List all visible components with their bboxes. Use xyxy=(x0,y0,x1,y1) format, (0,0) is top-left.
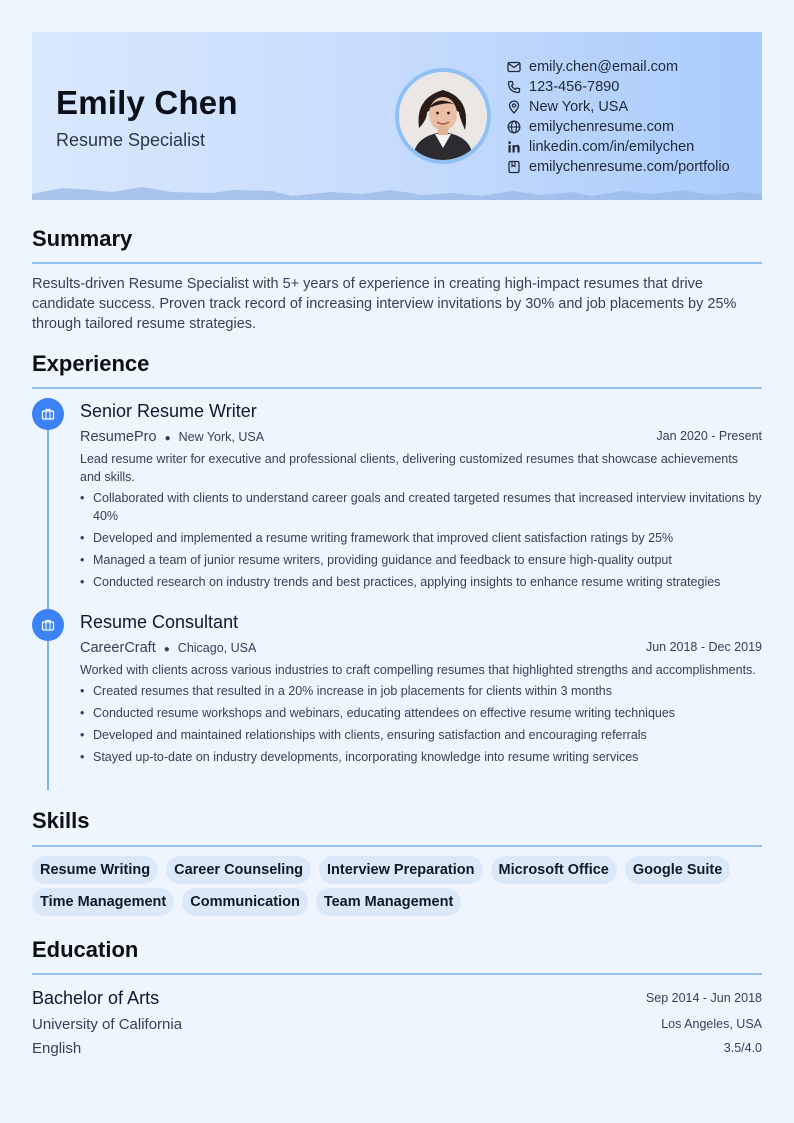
education-field-row xyxy=(32,1037,762,1059)
contact-linkedin-text: linkedin.com/in/emilychen xyxy=(529,139,695,155)
job-location: Chicago, USA xyxy=(177,640,257,655)
job-achievements xyxy=(80,489,762,591)
contact-phone[interactable] xyxy=(506,77,730,97)
achievement-item: • Stayed up-to-date on industry developments, incorporating knowledge into resume writing services xyxy=(80,748,762,766)
job-description: Worked with clients across various industries to craft compelling resumes that highlighted strengths and accomplishments. xyxy=(80,663,756,677)
achievement-item: • Created resumes that resulted in a 20% increase in job placements for clients within 3 months xyxy=(80,682,762,700)
contact-portfolio-text: emilychenresume.com/portfolio xyxy=(529,159,730,175)
education-gpa: 3.5/4.0 xyxy=(723,1041,762,1055)
education-degree: Bachelor of Arts xyxy=(32,987,160,1008)
education-school: University of California xyxy=(32,1015,183,1033)
linkedin-icon xyxy=(506,139,522,155)
contact-email-text: emily.chen@email.com xyxy=(529,59,679,75)
separator-dot-icon: ● xyxy=(164,432,171,444)
summary-heading: Summary xyxy=(32,226,133,251)
contact-phone-text: 123-456-7890 xyxy=(529,79,620,95)
skill-chip: Career Counseling xyxy=(166,856,311,884)
skill-chip: Microsoft Office xyxy=(491,856,617,884)
contact-portfolio[interactable] xyxy=(506,157,730,177)
skill-chip: Time Management xyxy=(32,888,174,916)
achievement-item: • Conducted research on industry trends and best practices, applying insights to enhance resume writing strategies xyxy=(80,573,762,591)
job-entry xyxy=(80,398,762,595)
education-field: English xyxy=(32,1039,82,1057)
experience-timeline xyxy=(47,420,49,790)
achievement-item: • Conducted resume workshops and webinars, educating attendees on effective resume writing techniques xyxy=(80,704,762,722)
header-wave-decoration xyxy=(32,184,762,200)
globe-icon xyxy=(506,119,522,135)
job-dates: Jun 2018 - Dec 2019 xyxy=(645,640,762,654)
job-dates: Jan 2020 - Present xyxy=(656,429,762,443)
education-divider xyxy=(32,973,762,975)
location-pin-icon xyxy=(506,99,522,115)
briefcase-icon xyxy=(32,398,64,430)
candidate-name: Emily Chen xyxy=(56,84,238,121)
skill-chip: Interview Preparation xyxy=(319,856,482,884)
skill-chip: Google Suite xyxy=(625,856,730,884)
education-location: Los Angeles, USA xyxy=(661,1017,762,1031)
candidate-title: Resume Specialist xyxy=(56,130,206,150)
skills-list xyxy=(32,856,762,920)
job-description: Lead resume writer for executive and professional clients, delivering customized resumes that showcase achievements and skills. xyxy=(80,452,738,484)
profile-photo xyxy=(395,68,491,164)
job-title: Senior Resume Writer xyxy=(80,401,257,421)
summary-divider xyxy=(32,262,762,264)
briefcase-icon xyxy=(32,609,64,641)
skill-chip: Communication xyxy=(182,888,308,916)
contact-linkedin[interactable] xyxy=(506,137,730,157)
skills-heading: Skills xyxy=(32,808,90,833)
education-heading: Education xyxy=(32,937,139,962)
contact-website[interactable] xyxy=(506,117,730,137)
achievement-item: • Collaborated with clients to understand career goals and created targeted resumes that increased interview invitations by 40% xyxy=(80,489,762,525)
resume-header xyxy=(32,32,762,200)
summary-text: Results-driven Resume Specialist with 5+ years of experience in creating high-impact resumes that drive candidate success. Proven track record of increasing interview invitations by 30% and job placements by 25% through tailored resume strategies. xyxy=(32,276,737,332)
job-achievements xyxy=(80,682,762,766)
experience-heading: Experience xyxy=(32,351,150,376)
achievement-item: • Managed a team of junior resume writers, providing guidance and feedback to ensure high-quality output xyxy=(80,551,762,569)
achievement-item: • Developed and maintained relationships with clients, ensuring satisfaction and encouraging referrals xyxy=(80,726,762,744)
skill-chip: Resume Writing xyxy=(32,856,158,884)
phone-icon xyxy=(506,79,522,95)
education-degree-row xyxy=(32,986,762,1010)
contact-location xyxy=(506,97,730,117)
job-title: Resume Consultant xyxy=(80,612,239,632)
job-location: New York, USA xyxy=(178,429,265,444)
job-entry xyxy=(80,609,762,770)
skills-divider xyxy=(32,845,762,847)
portfolio-icon xyxy=(506,159,522,175)
education-dates: Sep 2014 - Jun 2018 xyxy=(645,991,762,1005)
job-company: ResumePro xyxy=(80,428,157,445)
experience-divider xyxy=(32,387,762,389)
education-school-row xyxy=(32,1013,762,1035)
contact-email[interactable] xyxy=(506,57,730,77)
job-company: CareerCraft xyxy=(80,639,156,656)
separator-dot-icon: ● xyxy=(163,643,170,655)
contact-website-text: emilychenresume.com xyxy=(529,119,675,135)
mail-icon xyxy=(506,59,522,75)
job-meta xyxy=(80,424,762,448)
achievement-item: • Developed and implemented a resume writing framework that improved client satisfaction ratings by 25% xyxy=(80,529,762,547)
contact-location-text: New York, USA xyxy=(529,99,629,115)
job-meta xyxy=(80,635,762,659)
contact-list xyxy=(506,57,730,177)
skill-chip: Team Management xyxy=(316,888,461,916)
